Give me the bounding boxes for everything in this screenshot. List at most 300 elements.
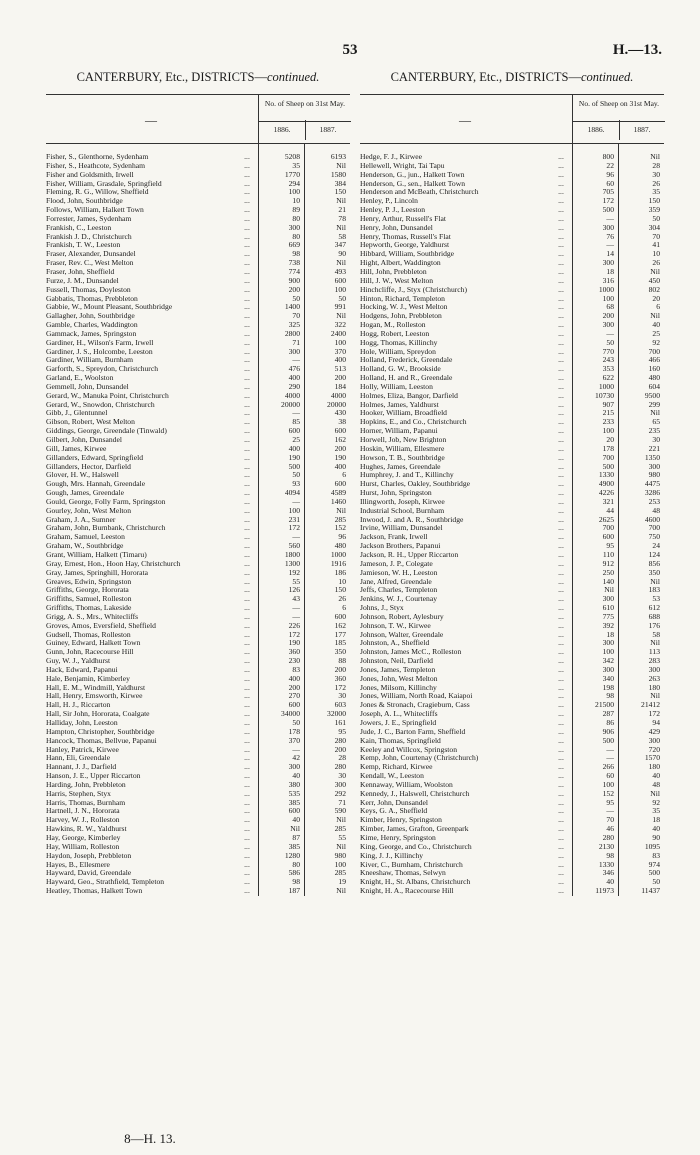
sheep-1887: 299 (648, 399, 660, 409)
leader-dots: ... (244, 452, 250, 462)
leader-dots: ... (558, 603, 564, 613)
leader-dots: ... (244, 373, 250, 383)
leader-dots: ... (558, 266, 564, 276)
sheep-1886: 4900 (598, 479, 614, 489)
leader-dots: ... (244, 629, 250, 639)
leader-dots: ... (558, 673, 564, 683)
owner-name: Hughes, James, Greendale (360, 462, 441, 471)
owner-name: Henderson and McBeath, Christchurch (360, 188, 479, 197)
column-title-continued: continued. (267, 70, 320, 84)
sheep-1887: 600 (334, 611, 346, 621)
leader-dots: ... (558, 249, 564, 259)
leader-dots: ... (244, 187, 250, 197)
leader-dots: ... (244, 470, 250, 480)
owner-name: Henry, John, Dunsandel (360, 223, 433, 232)
owner-name: Humphrey, J. and T., Killinchy (360, 471, 454, 480)
leader-dots: ... (244, 558, 250, 568)
sheep-1887: 190 (334, 452, 346, 462)
leader-dots: ... (558, 505, 564, 515)
table-row (360, 799, 664, 808)
owner-name: Hooker, William, Broadfield (360, 409, 447, 418)
sheep-1887: 26 (652, 178, 660, 188)
leader-dots: ... (558, 275, 564, 285)
sheep-1887: 1580 (330, 169, 346, 179)
sheep-1887: 90 (652, 832, 660, 842)
table-row (46, 604, 350, 613)
table-row (360, 471, 664, 480)
sheep-1886: 76 (606, 231, 614, 241)
sheep-1886: 586 (288, 868, 300, 878)
table-row (360, 648, 664, 657)
sheep-1887: 991 (334, 302, 346, 312)
sheep-1887: 974 (648, 859, 660, 869)
owner-name: Hepworth, George, Yaldhurst (360, 241, 450, 250)
table-row (360, 188, 664, 197)
owner-name: Gourley, John, West Melton (46, 506, 132, 515)
sheep-1886: — (292, 496, 300, 506)
leader-dots: ... (244, 673, 250, 683)
sheep-1887: 185 (334, 638, 346, 648)
table-row (360, 737, 664, 746)
sheep-1886: 172 (288, 523, 300, 533)
sheep-1887: Nil (336, 160, 346, 170)
sheep-1886: 400 (288, 443, 300, 453)
leader-dots: ... (558, 753, 564, 763)
owner-name: Hay, George, Kimberley (46, 833, 121, 842)
sheep-1886: 900 (288, 275, 300, 285)
leader-dots: ... (244, 585, 250, 595)
leader-dots: ... (244, 779, 250, 789)
owner-name: Illingworth, Joseph, Kirwee (360, 497, 445, 506)
sheep-1886: 100 (602, 779, 614, 789)
leader-dots: ... (558, 231, 564, 241)
owner-name: Hogg, Thomas, Killinchy (360, 338, 438, 347)
sheep-1886: 600 (288, 700, 300, 710)
sheep-1886: 85 (292, 417, 300, 427)
sheep-1886: 20 (606, 435, 614, 444)
table-row (46, 613, 350, 622)
year-1887-header: 1887. (319, 125, 337, 134)
sheep-1887: 92 (652, 337, 660, 347)
leader-dots: ... (244, 311, 250, 321)
sheep-1887: 172 (334, 682, 346, 692)
owner-name: Henderson, G., sen., Halkett Town (360, 179, 465, 188)
table-row (360, 622, 664, 631)
leader-dots: ... (244, 266, 250, 276)
sheep-1887: 9500 (644, 390, 660, 400)
table-row (360, 383, 664, 392)
table-row (360, 719, 664, 728)
sheep-1887: 78 (338, 213, 346, 223)
owner-name: Gray, James, Springhill, Hororata (46, 568, 148, 577)
table-row (46, 878, 350, 887)
sheep-1886: 40 (606, 877, 614, 887)
leader-dots: ... (558, 435, 564, 444)
sheep-1887: 6193 (330, 152, 346, 161)
sheep-1887: Nil (650, 408, 660, 418)
owner-name: Hancock, Thomas, Bellvue, Papanui (46, 736, 157, 745)
table-row (46, 303, 350, 312)
sheep-1886: 300 (602, 594, 614, 604)
owner-name: Fisher, S., Glenthorne, Sydenham (46, 153, 149, 161)
leader-dots: ... (244, 647, 250, 657)
owner-name: Hanley, Patrick, Kirwee (46, 745, 119, 754)
sheep-1886: 100 (602, 647, 614, 657)
leader-dots: ... (244, 443, 250, 453)
owner-name: Henley, P. J., Leeston (360, 206, 426, 215)
owner-name: Graham, J. A., Sumner (46, 515, 116, 524)
owner-name: Greaves, Edwin, Springston (46, 577, 132, 586)
owner-name: Haydon, Joseph, Prebbleton (46, 851, 132, 860)
leader-dots: ... (244, 824, 250, 834)
owner-name: Jones & Stronach, Cragieburn, Cass (360, 701, 470, 710)
owner-name: Heatley, Thomas, Halkett Town (46, 887, 143, 896)
sheep-1886: 1770 (284, 169, 300, 179)
table-row (46, 286, 350, 295)
owner-name: Gough, Mrs. Hannah, Greendale (46, 480, 146, 489)
sheep-1886: 42 (292, 753, 300, 763)
sheep-1886: 300 (602, 664, 614, 674)
sheep-1887: 300 (648, 664, 660, 674)
owner-name: Griffiths, Samuel, Rolleston (46, 595, 132, 604)
leader-dots: ... (558, 620, 564, 630)
leader-dots: ... (558, 284, 564, 294)
table-row (46, 746, 350, 755)
table-row (360, 631, 664, 640)
owner-name: Jenkins, W. J., Courtenay (360, 595, 437, 604)
sheep-1886: Nil (604, 585, 614, 595)
leader-dots: ... (558, 859, 564, 869)
sheep-1886: 22 (606, 160, 614, 170)
sheep-1886: 774 (288, 266, 300, 276)
leader-dots: ... (558, 726, 564, 736)
sheep-1886: 1000 (598, 284, 614, 294)
sheep-1887: 20000 (327, 399, 346, 409)
sheep-1887: 612 (648, 603, 660, 613)
sheep-1886: 294 (288, 178, 300, 188)
table-row (46, 162, 350, 171)
table-row (360, 233, 664, 242)
sheep-1887: 100 (334, 859, 346, 869)
sheep-1887: 285 (334, 514, 346, 524)
sheep-1887: 94 (652, 718, 660, 727)
owner-name: Hedge, F. J., Kirwee (360, 153, 423, 161)
sheep-1887: 180 (648, 682, 660, 692)
sheep-1886: 4000 (284, 390, 300, 400)
sheep-1886: 300 (288, 222, 300, 232)
table-row (360, 197, 664, 206)
sheep-1887: 100 (334, 337, 346, 347)
sheep-1887: 124 (648, 549, 660, 559)
owner-name: Jude, J. C., Barton Farm, Sheffield (360, 727, 466, 736)
sheep-1887: 750 (648, 532, 660, 542)
sheep-1887: Nil (336, 815, 346, 825)
sheep-1886: 226 (288, 620, 300, 630)
table-row (46, 524, 350, 533)
leader-dots: ... (558, 196, 564, 206)
table-header (360, 94, 664, 144)
sheep-1887: 40 (652, 320, 660, 330)
sheep-1886: 20000 (281, 399, 300, 409)
leader-dots: ... (558, 567, 564, 577)
owner-name: Gilbert, John, Dunsandel (46, 436, 122, 444)
table-row (46, 595, 350, 604)
sheep-1887: Nil (336, 311, 346, 321)
table-row (46, 401, 350, 410)
leader-dots: ... (244, 205, 250, 215)
sheep-1887: 183 (648, 585, 660, 595)
owner-name: Henry, Arthur, Russell's Flat (360, 214, 446, 223)
sheep-1886: 300 (602, 638, 614, 648)
leader-dots: ... (558, 629, 564, 639)
owner-name: Gallagher, John, Southbridge (46, 312, 135, 321)
leader-dots: ... (558, 806, 564, 816)
table-row (46, 861, 350, 870)
leader-dots: ... (558, 700, 564, 710)
table-row (46, 224, 350, 233)
table-row (46, 250, 350, 259)
owner-name: Graham, Samuel, Leeston (46, 533, 125, 542)
table-row (46, 507, 350, 516)
sheep-1887: 700 (648, 523, 660, 533)
sheep-1887: 2400 (330, 328, 346, 338)
table-row (46, 631, 350, 640)
leader-dots: ... (558, 452, 564, 462)
leader-dots: ... (558, 886, 564, 896)
owner-name: Fisher and Goldsmith, Irwell (46, 170, 134, 179)
owner-name: Keeley and Willcox, Springston (360, 745, 457, 754)
sheep-1886: 100 (288, 505, 300, 515)
leader-dots: ... (558, 779, 564, 789)
leader-dots: ... (558, 390, 564, 400)
sheep-1887: 322 (334, 320, 346, 330)
sheep-1887: 150 (334, 187, 346, 197)
sheep-1887: 65 (652, 417, 660, 427)
leader-dots: ... (244, 426, 250, 436)
leader-dots: ... (244, 320, 250, 330)
sheep-1887: 200 (334, 664, 346, 674)
table-row (360, 533, 664, 542)
sheep-1886: 500 (288, 461, 300, 471)
sheep-1886: 71 (292, 337, 300, 347)
leader-dots: ... (244, 293, 250, 303)
owner-name: Inwood, J. and A. R., Southbridge (360, 515, 464, 524)
table-row (360, 206, 664, 215)
leader-dots: ... (244, 691, 250, 701)
footer-signature: 8—H. 13. (124, 1131, 176, 1146)
table-row (46, 259, 350, 268)
sheep-1886: Nil (290, 824, 300, 834)
leader-dots: ... (558, 355, 564, 365)
leader-dots: ... (558, 558, 564, 568)
sheep-1886: 50 (292, 293, 300, 303)
table-row (360, 418, 664, 427)
table-row (46, 215, 350, 224)
leader-dots: ... (244, 576, 250, 586)
sheep-1886: 705 (602, 187, 614, 197)
owner-name: Hayes, B., Ellesmere (46, 860, 110, 869)
leader-dots: ... (558, 762, 564, 772)
sheep-1886: — (606, 744, 614, 754)
owner-name: Keys, G. A., Sheffield (360, 807, 428, 816)
leader-dots: ... (558, 479, 564, 489)
sheep-1887: 48 (652, 779, 660, 789)
table-row (360, 542, 664, 551)
sheep-1886: 190 (288, 638, 300, 648)
sheep-1887: Nil (336, 258, 346, 268)
leader-dots: ... (558, 152, 564, 161)
sheep-1887: 350 (334, 647, 346, 657)
sheep-1887: Nil (336, 196, 346, 206)
table-row (360, 790, 664, 799)
table-row (360, 259, 664, 268)
sheep-1886: 172 (288, 629, 300, 639)
leader-dots: ... (558, 381, 564, 391)
sheep-1887: 283 (648, 656, 660, 666)
sheep-1886: 35 (292, 160, 300, 170)
owner-name: King, George, and Co., Christchurch (360, 842, 472, 851)
owner-name: Holmes, Eliza, Bangor, Darfield (360, 391, 458, 400)
table-header (46, 94, 350, 144)
table-row (46, 356, 350, 365)
table-row (46, 586, 350, 595)
sheep-1887: 360 (334, 673, 346, 683)
table-row (360, 268, 664, 277)
sheep-1887: 350 (648, 567, 660, 577)
sheep-1887: 6 (656, 302, 660, 312)
owner-name: Fraser, John, Sheffield (46, 267, 115, 276)
leader-dots: ... (244, 594, 250, 604)
table-row (360, 507, 664, 516)
leader-dots: ... (244, 381, 250, 391)
table-row (46, 816, 350, 825)
sheep-1886: 178 (602, 443, 614, 453)
sheep-1886: 500 (602, 205, 614, 215)
leader-dots: ... (244, 240, 250, 250)
table-row (46, 666, 350, 675)
sheep-1887: Nil (650, 311, 660, 321)
leader-dots: ... (244, 408, 250, 418)
table-row (360, 825, 664, 834)
table-row (360, 224, 664, 233)
owner-name: Garland, E., Woolston (46, 374, 114, 383)
sheep-1887: 603 (334, 700, 346, 710)
sheep-1887: 6 (342, 470, 346, 480)
sheep-1886: 1000 (598, 381, 614, 391)
table-row (46, 692, 350, 701)
owner-name: Follows, William, Halkett Town (46, 206, 144, 215)
leader-dots: ... (244, 735, 250, 745)
owner-name: Jones, William, North Road, Kaiapoi (360, 692, 473, 701)
sheep-1886: 316 (602, 275, 614, 285)
sheep-1887: 28 (652, 160, 660, 170)
leader-dots: ... (244, 877, 250, 887)
sheep-1886: 50 (292, 470, 300, 480)
leader-dots: ... (558, 178, 564, 188)
table-row (46, 807, 350, 816)
table-row (360, 480, 664, 489)
sheep-1887: 304 (648, 222, 660, 232)
sheep-1886: 270 (288, 691, 300, 701)
sheep-1887: 980 (334, 850, 346, 860)
sheep-1886: 669 (288, 240, 300, 250)
owner-name: Frankish, C., Leeston (46, 223, 112, 232)
table-row (46, 206, 350, 215)
sheep-1886: 535 (288, 788, 300, 798)
sheep-1887: 429 (648, 726, 660, 736)
sheep-1887: 347 (334, 240, 346, 250)
table-row (46, 471, 350, 480)
owner-name: Hampton, Christopher, Southbridge (46, 727, 155, 736)
table-row (46, 834, 350, 843)
table-row (46, 233, 350, 242)
table-row (46, 454, 350, 463)
sheep-1887: Nil (336, 841, 346, 851)
table-row (360, 578, 664, 587)
owner-name: Garforth, S., Spreydon, Christchurch (46, 365, 158, 374)
sheep-1886: 800 (602, 152, 614, 161)
owner-name: Henderson, G., jun., Halkett Town (360, 170, 465, 179)
sheep-1887: 71 (338, 797, 346, 807)
table-row (46, 516, 350, 525)
leader-dots: ... (244, 284, 250, 294)
sheep-1886: 610 (602, 603, 614, 613)
sheep-1886: 300 (288, 346, 300, 356)
leader-dots: ... (558, 399, 564, 409)
table-row (46, 799, 350, 808)
owner-name: Johnston, A., Sheffield (360, 639, 430, 648)
sheep-1886: 55 (292, 576, 300, 586)
sheep-1886: 40 (292, 771, 300, 781)
table-row (360, 878, 664, 887)
sheep-1887: Nil (650, 638, 660, 648)
table-row (46, 392, 350, 401)
leader-dots: ... (244, 328, 250, 338)
owner-name: Griffiths, Thomas, Lakeside (46, 604, 132, 613)
sheep-1887: 688 (648, 611, 660, 621)
leader-dots: ... (244, 859, 250, 869)
sheep-1886: 68 (606, 302, 614, 312)
sheep-1887: 200 (334, 373, 346, 383)
sheep-1886: — (292, 611, 300, 621)
leader-dots: ... (558, 293, 564, 303)
column-title-text: CANTERBURY, Etc., DISTRICTS— (76, 70, 267, 84)
sheep-1886: 1330 (598, 859, 614, 869)
table-row (46, 436, 350, 445)
sheep-1887: 50 (652, 213, 660, 223)
owner-name: Gamble, Charles, Waddington (46, 321, 138, 330)
sheep-1886: 172 (602, 196, 614, 206)
sheep-1887: 55 (338, 832, 346, 842)
owner-name: Hight, Albert, Waddington (360, 259, 441, 268)
owner-name: Irvine, William, Dunsandel (360, 524, 443, 533)
sheep-1887: 1095 (644, 841, 660, 851)
sheep-1886: 906 (602, 726, 614, 736)
sheep-1886: 385 (288, 841, 300, 851)
page-reference: H.—13. (612, 42, 662, 58)
sheep-1887: 200 (334, 744, 346, 754)
sheep-1886: 392 (602, 620, 614, 630)
owner-name: Hurst, Charles, Oakley, Southbridge (360, 480, 471, 489)
sheep-1886: 560 (288, 541, 300, 551)
table-row (360, 639, 664, 648)
owner-name: Jeffs, Charles, Templeton (360, 586, 438, 595)
leader-dots: ... (558, 585, 564, 595)
sheep-1887: 1570 (644, 753, 660, 763)
sheep-1886: 5208 (284, 152, 300, 161)
table-row (46, 622, 350, 631)
owner-name: Hocking, W. J., West Melton (360, 303, 448, 312)
